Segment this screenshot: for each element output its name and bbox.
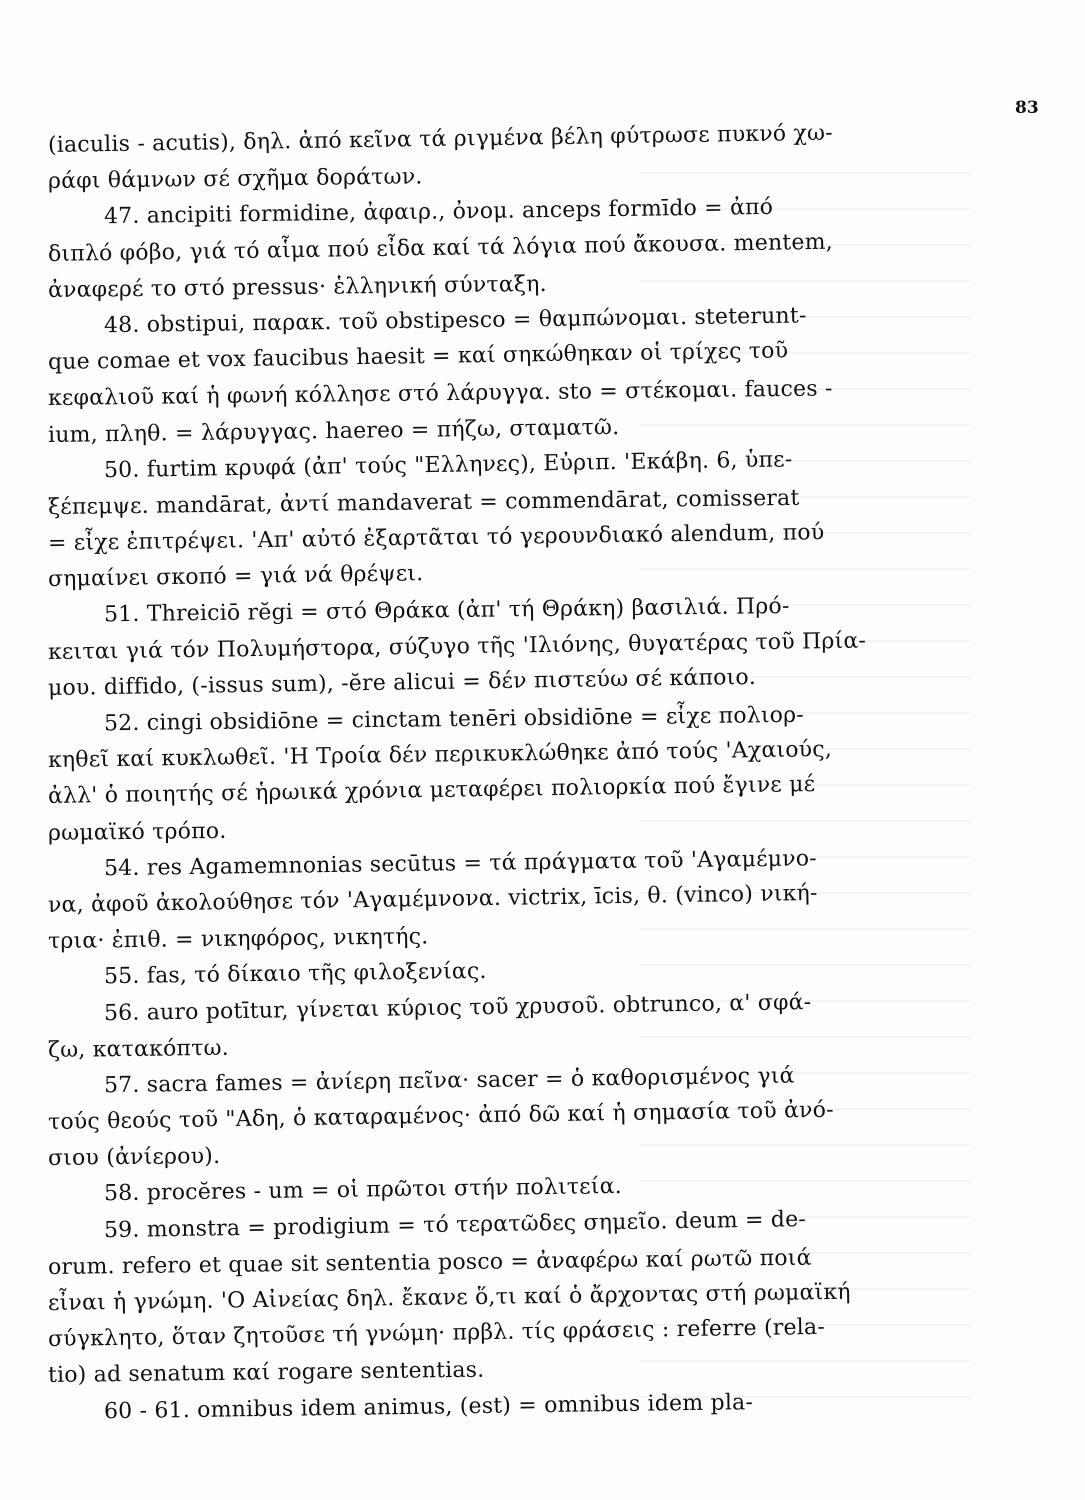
text-line: 59. monstra = prodigium = τό τερατῶδες σημεῖο. deum = de-	[103, 1206, 807, 1243]
text-line: 48. obstipui, παρακ. τοῦ obstipesco = θαμπώνομαι. steterunt-	[103, 303, 807, 339]
text-line: que comae et vox faucibus haesit = καί σηκώθηκαν οἱ τρίχες τοῦ	[47, 338, 789, 376]
text-line: εἶναι ἡ γνώμη. 'Ο Αἰνείας δηλ. ἔκανε ὅ,τι καί ὁ ἄρχοντας στή ρωμαϊκή	[47, 1279, 851, 1316]
text-line: ράφι θάμνων σέ σχῆμα δοράτων.	[47, 164, 423, 195]
text-line: 58. procĕres - um = οἱ πρῶτοι στήν πολιτεία.	[103, 1174, 623, 1207]
text-line: ium, πληθ. = λάρυγγας. haereo = πήζω, σταματῶ.	[47, 414, 620, 448]
text-line: κηθεῖ καί κυκλωθεῖ. 'Η Τροία δέν περικυκλώθηκε ἀπό τούς 'Αχαιούς,	[47, 737, 833, 774]
text-line: 55. fas, τό δίκαιο τῆς φιλοξενίας.	[103, 959, 487, 990]
text-line: σύγκλητο, ὅταν ζητοῦσε τή γνώμη· πρβλ. τίς φράσεις : referre (rela-	[47, 1314, 826, 1353]
text-line: ξέπεμψε. mandārat, ἀντί mandaverat = commendārat, comisserat	[47, 485, 800, 520]
text-line: να, ἀφοῦ ἀκολούθησε τόν 'Αγαμέμνονα. victrix, īcis, θ. (vinco) νική-	[47, 880, 818, 918]
text-line: = εἶχε ἐπιτρέψει. 'Απ' αὐτό ἐξαρτᾶται τό γερουνδιακό alendum, πού	[47, 520, 825, 557]
text-line: 56. auro potītur, γίνεται κύριος τοῦ χρυσοῦ. obtrunco, α' σφά-	[103, 989, 812, 1026]
text-line: ἀναφερέ το στό pressus· ἑλληνική σύνταξη.	[47, 271, 547, 303]
text-line: 54. res Agamemnonias secūtus = τά πράγματα τοῦ 'Αγαμέμνο-	[103, 846, 818, 881]
text-line: orum. refero et quae sit sententia posco = ἀναφέρω καί ρωτῶ ποιά	[47, 1245, 812, 1280]
text-line: κειται γιά τόν Πολυμήστορα, σύζυγο τῆς 'Ιλιόνης, θυγατέρας τοῦ Πρία-	[47, 628, 867, 665]
text-line: μου. diffido, (-issus sum), -ĕre alicui = δέν πιστεύω σέ κάποιο.	[47, 664, 757, 701]
text-line: ζω, κατακόπτω.	[47, 1035, 229, 1063]
text-line: σημαίνει σκοπό = γιά νά θρέψει.	[47, 561, 424, 593]
text-line: κεφαλιοῦ καί ἡ φωνή κόλλησε στό λάρυγγα. sto = στέκομαι. fauces -	[47, 376, 833, 412]
text-line: 52. cingi obsidiōne = cinctam tenēri obsidiōne = εἶχε πολιορ-	[103, 702, 805, 737]
text-line: 50. furtim κρυφά (ἀπ' τούς "Ελληνες), Εὐριπ. 'Εκάβη. 6, ὑπε-	[103, 446, 793, 483]
text-line: tio) ad senatum καί rogare sententias.	[47, 1358, 485, 1389]
text-line: 60 - 61. omnibus idem animus, (est) = omnibus idem pla-	[103, 1389, 754, 1424]
text-line: τούς θεούς τοῦ "Αδη, ὁ καταραμένος· ἀπό δῶ καί ἡ σημασία τοῦ ἀνό-	[47, 1097, 834, 1136]
text-line: 57. sacra fames = ἀνίερη πεῖνα· sacer = ὁ καθορισμένος γιά	[103, 1063, 795, 1099]
text-line: τρια· ἐπιθ. = νικηφόρος, νικητής.	[47, 924, 429, 955]
text-line: (iaculis - acutis), δηλ. ἀπό κεῖνα τά ριγμένα βέλη φύτρωσε πυκνό χω-	[47, 120, 833, 158]
text-line: διπλό φόβο, γιά τό αἷμα πού εἶδα καί τά λόγια πού ἄκουσα. mentem,	[47, 229, 834, 267]
text-line: σιου (ἀνίερου).	[47, 1144, 221, 1172]
text-line: 47. ancipiti formidine, ἀφαιρ., ὀνομ. anceps formīdo = ἀπό	[103, 195, 774, 230]
text-line: ἀλλ' ὁ ποιητής σέ ἡρωικά χρόνια μεταφέρει πολιορκία πού ἔγινε μέ	[47, 772, 816, 810]
page-number: 83	[1015, 98, 1039, 118]
text-line: ρωμαϊκό τρόπο.	[47, 818, 227, 846]
text-line: 51. Threiciō rĕgi = στό Θράκα (ἀπ' τή Θράκη) βασιλιά. Πρό-	[103, 594, 790, 628]
commentary-text-block	[47, 120, 928, 1431]
